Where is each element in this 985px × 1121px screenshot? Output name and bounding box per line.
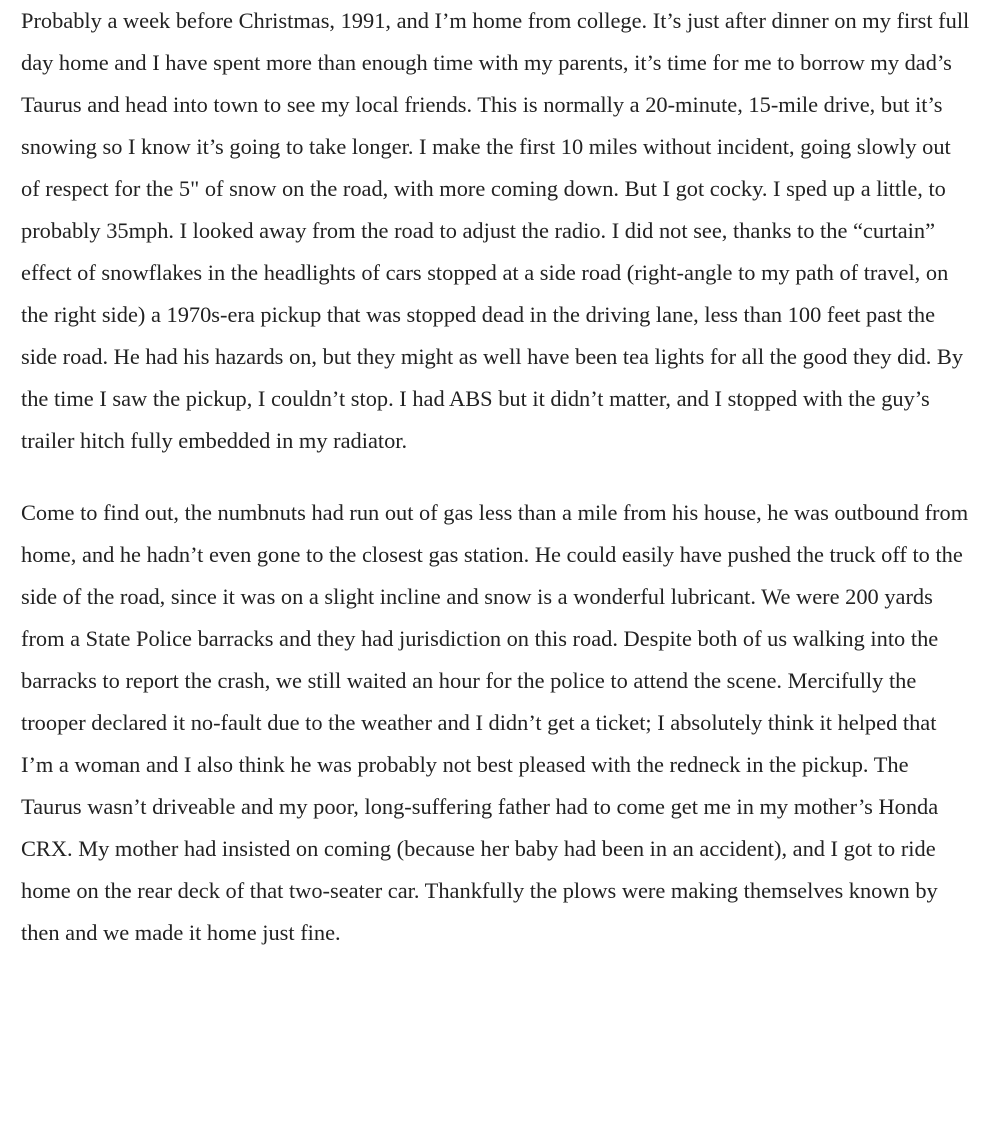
- article-body: [21, 0, 971, 954]
- article-paragraph-2: Come to find out, the numbnuts had run out of gas less than a mile from his house, he was outbound from home, and he hadn’t even gone to the closest gas station. He could easily have pushed the truck off to the side of the road, since it was on a slight incline and snow is a wonderful lubricant. We were 200 yards from a State Police barracks and they had jurisdiction on this road. Despite both of us walking into the barracks to report the crash, we still waited an hour for the police to attend the scene. Mercifully the trooper declared it no-fault due to the weather and I didn’t get a ticket; I absolutely think it helped that I’m a woman and I also think he was probably not best pleased with the redneck in the pickup. The Taurus wasn’t driveable and my poor, long-suffering father had to come get me in my mother’s Honda CRX. My mother had insisted on coming (because her baby had been in an accident), and I got to ride home on the rear deck of that two-seater car. Thankfully the plows were making themselves known by then and we made it home just fine.: [21, 500, 969, 945]
- article-paragraph-1: Probably a week before Christmas, 1991, and I’m home from college. It’s just after dinner on my first full day home and I have spent more than enough time with my parents, it’s time for me to borrow my dad’s Taurus and head into town to see my local friends. This is normally a 20-minute, 15-mile drive, but it’s snowing so I know it’s going to take longer. I make the first 10 miles without incident, going slowly out of respect for the 5" of snow on the road, with more coming down. But I got cocky. I sped up a little, to probably 35mph. I looked away from the road to adjust the radio. I did not see, thanks to the “curtain” effect of snowflakes in the headlights of cars stopped at a side road (right-angle to my path of travel, on the right side) a 1970s-era pickup that was stopped dead in the driving lane, less than 100 feet past the side road. He had his hazards on, but they might as well have been tea lights for all the good they did. By the time I saw the pickup, I couldn’t stop. I had ABS but it didn’t matter, and I stopped with the guy’s trailer hitch fully embedded in my radiator.: [21, 8, 970, 453]
